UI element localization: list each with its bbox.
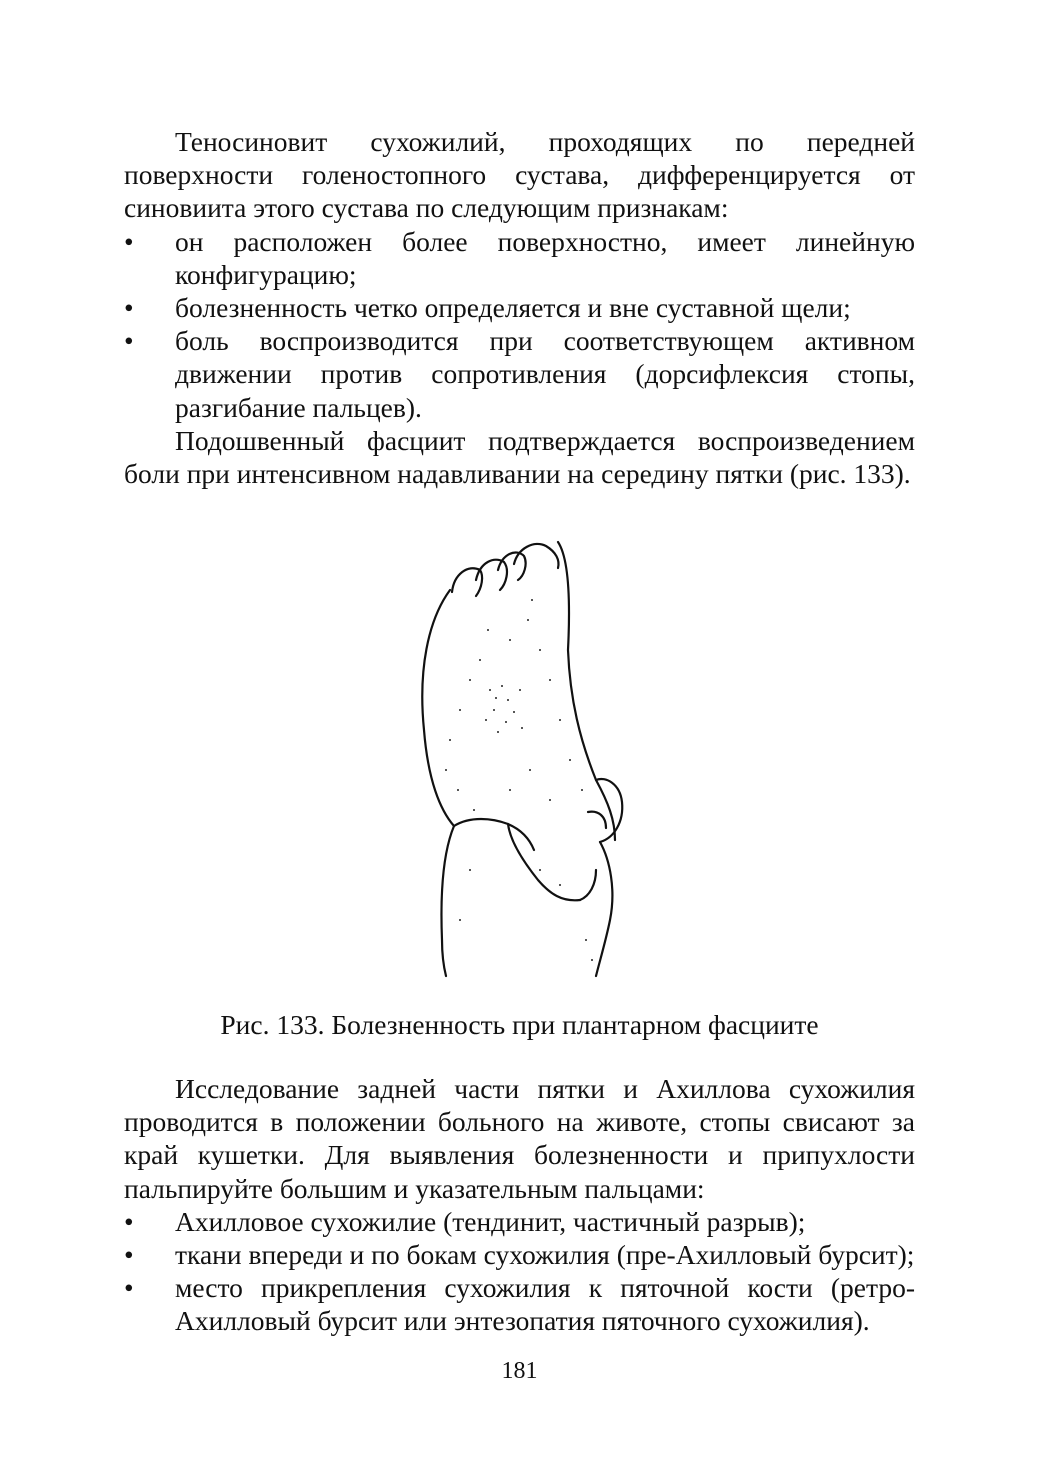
list-item: • Ахилловое сухожилие (тендинит, частичный разрыв); [124, 1205, 806, 1237]
bullet-list-2 [124, 1205, 915, 1338]
figure-caption: Рис. 133. Болезненность при плантарном фасциите [220, 1009, 819, 1040]
bullet-icon: • [124, 292, 134, 324]
bullet-icon: • [124, 1272, 134, 1304]
paragraph-tenosynovitis: Теносиновит сухожилий, проходящих по передней поверхности голеностопного сустава, дифференцируется от синовиита этого сустава по следующим признакам: [124, 126, 915, 224]
list-item: • ткани впереди и по бокам сухожилия (пре-Ахилловый бурсит); [124, 1239, 915, 1271]
bullet-icon: • [124, 325, 134, 357]
bullet-icon: • [124, 1205, 134, 1237]
paragraph-plantar-fasciitis: Подошвенный фасциит подтверждается воспроизведением боли при интенсивном надавливании на середину пятки (рис. 133). [124, 424, 915, 490]
bullet-icon: • [124, 1239, 134, 1271]
text-section-2 [124, 1072, 915, 1338]
list-item: • место прикрепления сухожилия к пяточной кости (ретро-Ахилловый бурсит или энтезопатия пяточного сухожилия). [124, 1272, 915, 1337]
page-number: 181 [501, 1358, 538, 1384]
foot-palpation-illustration [410, 540, 640, 980]
list-item: • боль воспроизводится при соответствующем активном движении против сопротивления (дорсифлексия стопы, разгибание пальцев). [124, 325, 915, 423]
foot-drawing [410, 540, 640, 980]
bullet-icon: • [124, 225, 134, 257]
text-section-1 [124, 125, 915, 490]
bullet-list-1 [124, 225, 915, 424]
list-item: • он расположен более поверхностно, имеет линейную конфигурацию; [124, 225, 915, 290]
paragraph-achilles-exam: Исследование задней части пятки и Ахиллова сухожилия проводится в положении больного на животе, стопы свисают за край кушетки. Для выявления болезненности и припухлости пальпируйте большим и указательным пальцами: [124, 1073, 915, 1204]
list-item: • болезненность четко определяется и вне суставной щели; [124, 292, 851, 324]
